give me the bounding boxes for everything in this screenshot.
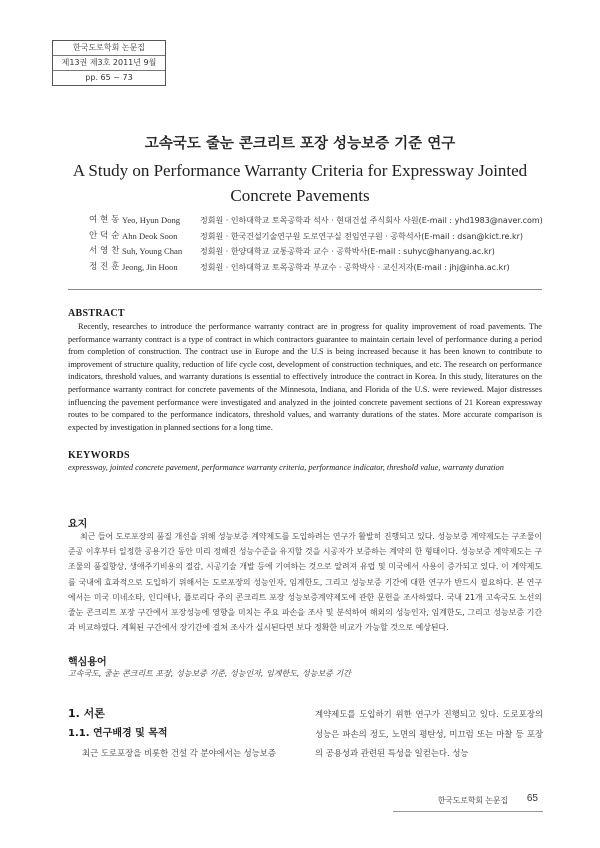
journal-name: 한국도로학회 논문집 [53,41,165,56]
author-name-ko: 정 진 훈 [89,261,120,272]
author-name-ko: 안 덕 순 [89,230,120,241]
author-name-en: Jeong, Jin Hoon [122,261,178,272]
journal-pages: pp. 65 ~ 73 [85,73,133,82]
footer-journal-name: 한국도로학회 논문집 [437,796,508,805]
body-text-right-column: 계약제도를 도입하기 위한 연구가 진행되고 있다. 도로포장의 성능은 파손의 정도, 노면의 평탄성, 미끄럼 또는 마찰 등 포장의 공용성과 관련된 특성을 일컫는다. 성능 [315,709,543,758]
korean-abstract-text: 최근 들어 도로포장의 품질 개선을 위해 성능보증 계약제도를 도입하려는 연구가 활발히 진행되고 있다. 성능보증 계약제도는 구조물이 준공 이후부터 일정한 공용기간 동안 미리 정해진 성능수준을 유지할 것을 시공자가 보증하는 계약의 한 형태이다. 성능보증 계약제도는 구조물의 품질향상, 생애주기비용의 절감, 시공기술 개발 등에 기여하는 것으로 알려져 유럽 및 미국에서 사용이 증가되고 있다. 이 계약제도를 국내에 효과적으로 도입하기 위해서는 도로포장의 성능인자, 임계한도, 그리고 성능보증 기간에 대한 연구가 반드시 필요하다. 본 연구에서는 미국 미네소타, 인디애나, 플로리다 주의 콘크리트 포장 성능보증계약제도에 관한 문헌을 조사하였다. 국내 21개 고속국도 노선의 줄눈 콘크리트 포장 구간에서 포장성능에 영향을 미치는 주요 파손을 조사 및 분석하여 해외의 성능인자, 임계한도, 그리고 성능보증 기간과 비교하였다. 계획된 구간에서 장기간에 걸쳐 조사가 실시된다면 보다 정확한 비교가 가능할 것으로 예상된다. [68,532,542,633]
author-affiliation: 정회원 · 인하대학교 토목공학과 부교수 · 공학박사 · 교신저자(E-mail : jhj@inha.ac.kr) [200,262,510,272]
author-affiliation: 정회원 · 한국건설기술연구원 도로연구실 전임연구원 · 공학석사(E-mail : dsan@kict.re.kr) [200,231,524,241]
author-name-ko: 서 영 찬 [89,246,120,256]
author-name-ko: 여 현 동 [89,215,120,225]
title-korean: 고속국도 줄눈 콘크리트 포장 성능보증 기준 연구 [144,136,456,152]
title-english-line2: Concrete Pavements [230,186,370,205]
title-english [0,158,600,208]
author-affiliation: 정회원 · 인하대학교 토목공학과 석사 · 현대건설 주식회사 사원(E-mail : yhd1983@naver.com) [200,216,543,225]
keywords-heading: KEYWORDS [68,450,130,461]
korean-keywords-text: 고속국도, 줄눈 콘크리트 포장, 성능보증 기준, 성능인자, 임계한도, 성능보증 기간 [68,669,351,678]
author-name-en: Yeo, Hyun Dong [122,215,181,225]
header-divider [68,289,542,290]
page-number: 65 [526,793,538,804]
title-english-line1: A Study on Performance Warranty Criteria for Expressway Jointed [72,161,528,180]
author-name-en: Suh, Young Chan [122,246,183,256]
journal-info-box [52,40,166,86]
author-row [89,244,549,260]
author-affiliation: 정회원 · 한양대학교 교통공학과 교수 · 공학박사(E-mail : suhyc@hanyang.ac.kr) [200,247,495,256]
section-heading: 1. 서론 [68,707,105,720]
abstract-text: Recently, researches to introduce the performance warranty contract are in progress for quality improvement of road pavements. The performance warranty contract is a type of contract in which contractors guarantee to maintain certain level of performance during a period from completion of construction. The contract use in Europe and the U.S is being increased because it has been known to contribute to improvement of structure quality, reduction of life cycle cost, development of construction techniques, and etc. The research on performance indicators, threshold values, and warranty durations is essential to effectively introduce the contract in Korea. In this study, literatures on the performance warranty contract for concrete pavements of the Minnesota, Indiana, and Florida of the U.S. were reviewed. Major distresses influencing the pavement performance were investigated and analyzed in the jointed concrete pavement sections of 21 Korean expressway routes to be compared to the performance indicators, threshold values, and warranty durations of the states. More accurate comparison is expected by investigation in planned sections for a long time. [68,322,542,432]
korean-abstract-heading: 요지 [68,519,88,530]
footer-divider [393,811,543,812]
journal-volume: 제13권 제3호 2011년 9월 [53,56,165,71]
author-list [89,213,549,275]
body-text-left-column: 최근 도로포장을 비롯한 건설 각 분야에서는 성능보증 [82,748,276,758]
author-row [89,213,549,229]
korean-keywords-heading: 핵심용어 [68,657,107,668]
author-name-en: Ahn Deok Soon [122,230,178,241]
keywords-text: expressway, jointed concrete pavement, performance warranty criteria, performance indicator, threshold value, warranty duration [68,463,504,472]
subsection-heading: 1.1. 연구배경 및 목적 [68,728,168,739]
author-row [89,229,549,245]
page-footer [390,793,542,809]
author-row [89,260,549,276]
abstract-heading: ABSTRACT [68,308,125,319]
